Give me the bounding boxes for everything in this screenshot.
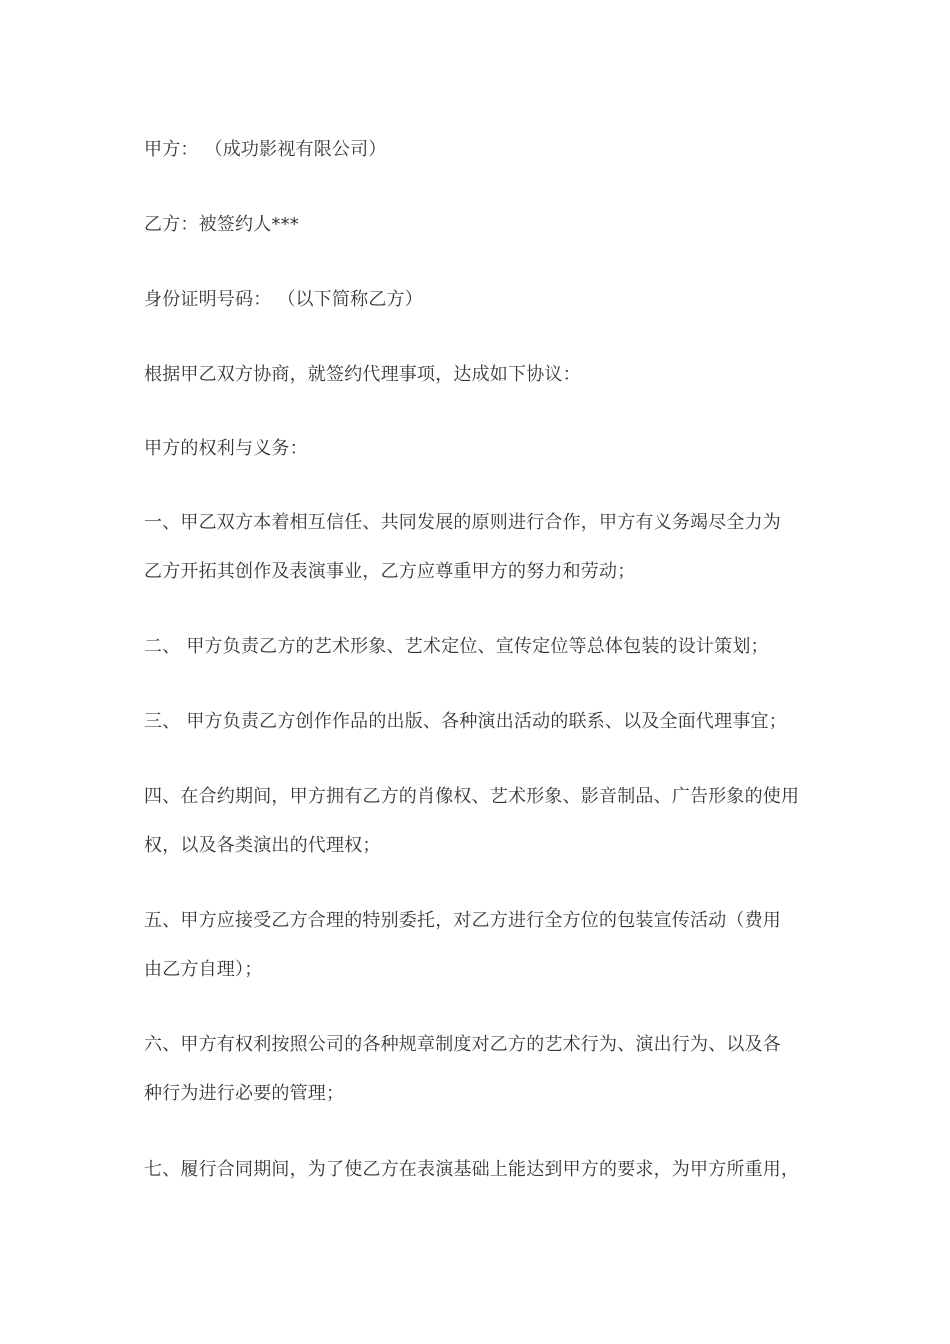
clause-2 [144,622,814,671]
clause-3-line-1: 三、 甲方负责乙方创作作品的出版、各种演出活动的联系、以及全面代理事宜； [144,711,787,732]
clause-1-line-2: 乙方开拓其创作及表演事业，乙方应尊重甲方的努力和劳动； [144,561,636,582]
clause-3 [144,697,814,746]
clause-4-line-2: 权，以及各类演出的代理权； [144,835,381,856]
clause-1 [144,498,814,596]
clause-6-line-2: 种行为进行必要的管理； [144,1083,345,1104]
id-number-line: 身份证明号码： （以下简称乙方） [144,289,423,310]
clause-5 [144,896,814,994]
clause-6 [144,1020,814,1118]
clause-5-line-1: 五、甲方应接受乙方合理的特别委托，对乙方进行全方位的包装宣传活动（费用 [144,910,781,931]
clause-6-line-1: 六、甲方有权利按照公司的各种规章制度对乙方的艺术行为、演出行为、以及各 [144,1034,781,1055]
clause-4-line-1: 四、在合约期间，甲方拥有乙方的肖像权、艺术形象、影音制品、广告形象的使用 [144,786,800,807]
clause-7 [144,1145,814,1194]
clause-2-line-1: 二、 甲方负责乙方的艺术形象、艺术定位、宣传定位等总体包装的设计策划； [144,636,769,657]
section-title: 甲方的权利与义务： [144,438,308,459]
party-b-line: 乙方：被签约人*** [144,214,299,235]
clause-1-line-1: 一、甲乙双方本着相互信任、共同发展的原则进行合作，甲方有义务竭尽全力为 [144,512,781,533]
intro-line: 根据甲乙双方协商，就签约代理事项，达成如下协议： [144,364,581,385]
clause-4 [144,772,814,870]
clause-7-line-1: 七、履行合同期间，为了使乙方在表演基础上能达到甲方的要求，为甲方所重用， [144,1159,800,1180]
clause-5-line-2: 由乙方自理）； [144,959,263,980]
party-a-line: 甲方： （成功影视有限公司） [144,139,387,160]
